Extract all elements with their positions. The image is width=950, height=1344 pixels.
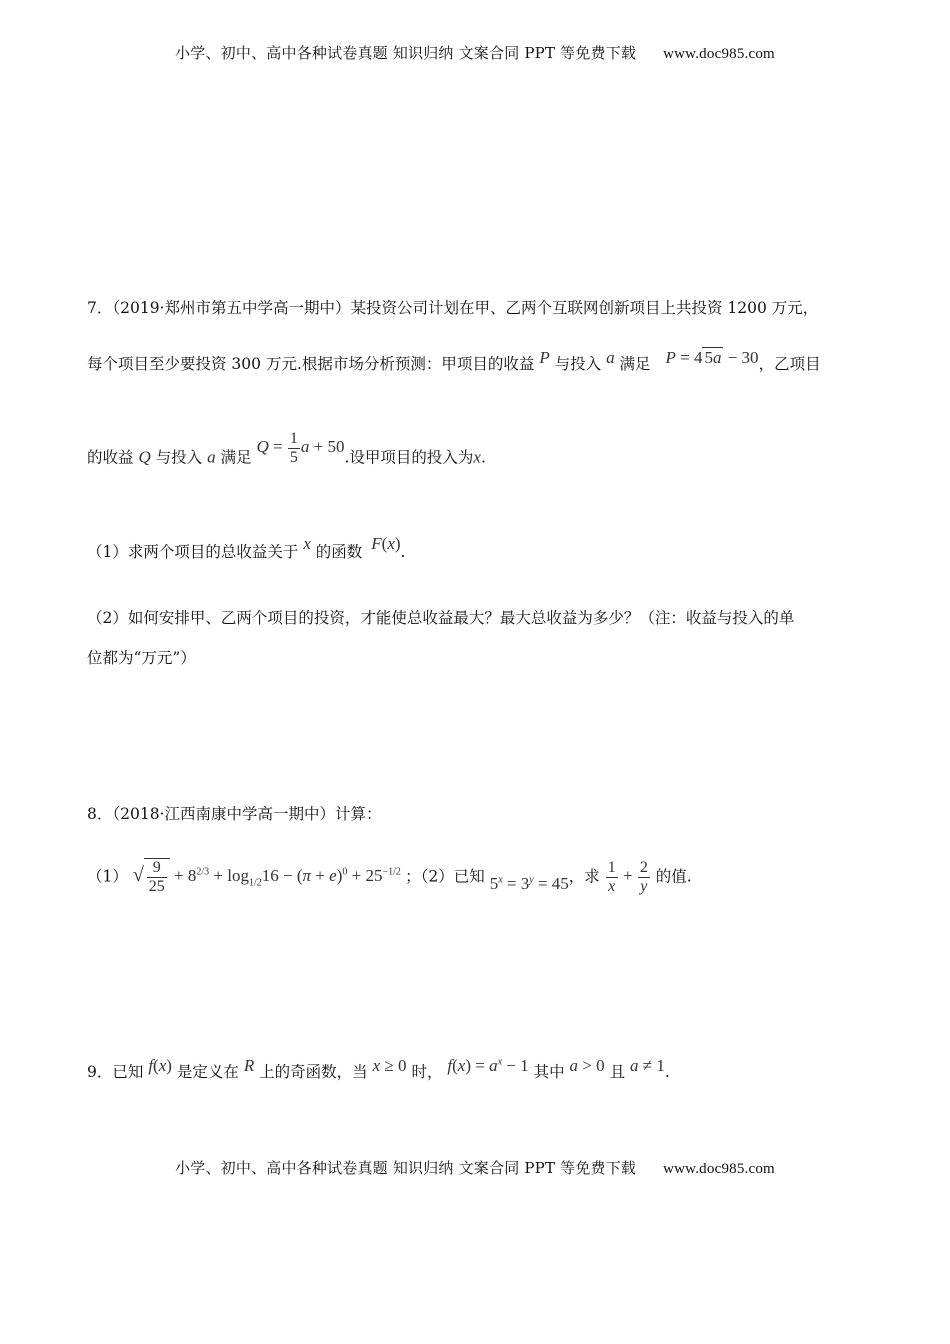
math-a-gt-0: a > 0: [569, 1056, 605, 1075]
page-header: [0, 42, 950, 63]
formula-fx: $f(x) = a^x - 1$: [447, 1056, 529, 1075]
q8-line2: （1） √ $\frac{9}{25}$ + $8^{2/3} + \log_{1/2}16 - (\pi + e)^0 + 25^{-1/2}$ ；（2）已知 $5^x = 3^y = 45$，求 $\frac{1}{x}$ + $\frac{2}{y}$ 的值.: [87, 859, 692, 895]
formula-q8-2a: $5^x = 3^y = 45$: [489, 874, 569, 894]
footer-text: 小学、初中、高中各种试卷真题 知识归纳 文案合同 PPT 等免费下载: [175, 1159, 637, 1177]
formula-P: P = 4 5a − 30: [665, 348, 759, 367]
math-a2: a: [207, 447, 216, 467]
formula-q8-2b: $\frac{1}{x}$ + $\frac{2}{y}$: [607, 859, 648, 895]
header-text: 小学、初中、高中各种试卷真题 知识归纳 文案合同 PPT 等免费下载: [175, 44, 637, 62]
math-x-ge-0: x ≥ 0: [372, 1056, 407, 1075]
q7-line1: 7．（2019·郑州市第五中学高一期中）某投资公司计划在甲、乙两个互联网创新项目上共投资 1200 万元，: [87, 299, 819, 317]
formula-Q: Q = $\frac{1}{5}$ a + 50: [256, 430, 345, 466]
math-Q: Q: [138, 447, 151, 467]
footer-url[interactable]: www.doc985.com: [663, 1161, 775, 1177]
math-R: R: [243, 1056, 255, 1075]
math-x: x: [473, 447, 481, 467]
q8-line1: 8．（2018·江西南康中学高一期中）计算：: [87, 805, 382, 823]
formula-q8-1: √ $\frac{9}{25}$ + $8^{2/3} + \log_{1/2}16 - (\pi + e)^0 + 25^{-1/2}$: [132, 859, 401, 895]
math-a-ne-1: a ≠ 1: [630, 1056, 665, 1075]
q7-line3: 的收益 Q 与投入 a 满足 Q = $\frac{1}{5}$ a + 50.设甲项目的投入为x.: [87, 430, 486, 467]
math-P: P: [539, 348, 550, 367]
math-a: a: [606, 348, 615, 367]
math-fx: f(x): [148, 1056, 172, 1075]
header-url[interactable]: www.doc985.com: [663, 46, 775, 62]
q7-part1: （1）求两个项目的总收益关于 x 的函数 F(x).: [87, 534, 406, 561]
page-footer: [0, 1157, 950, 1178]
math-Fx: F(x): [371, 534, 401, 553]
q9-line1: 9．已知 f(x) 是定义在 R 上的奇函数，当 x ≥ 0 时， $f(x) = a^x - 1$ 其中 a > 0 且 a ≠ 1.: [87, 1056, 670, 1081]
math-x2: x: [303, 534, 311, 553]
q7-part2-line2: 位都为“万元”）: [87, 649, 196, 667]
q7-line2: 每个项目至少要投资 300 万元.根据市场分析预测：甲项目的收益 P 与投入 a 满足 P = 4 5a − 30，乙项目: [87, 348, 821, 373]
q7-part2-line1: （2）如何安排甲、乙两个项目的投资，才能使总收益最大？最大总收益为多少？（注：收益与投入的单: [87, 609, 795, 627]
